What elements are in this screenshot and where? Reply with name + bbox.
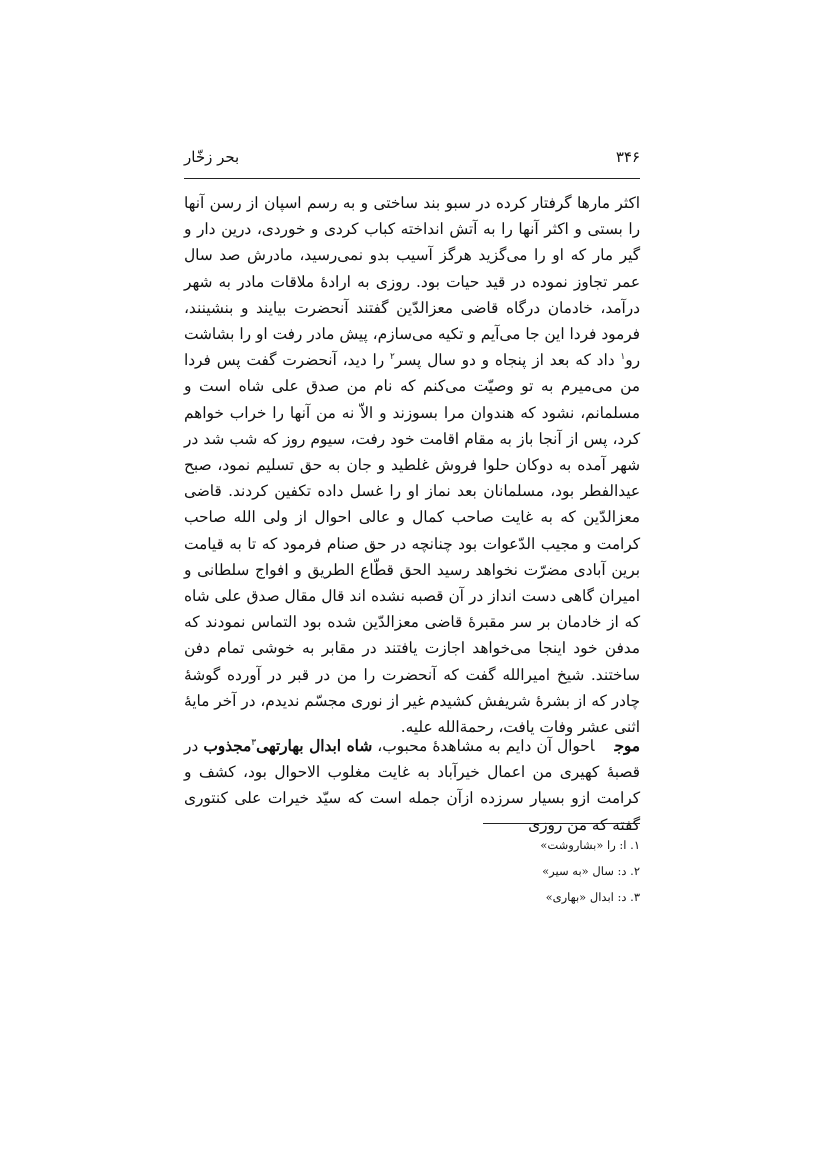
person-epithet: مجذوب: [203, 737, 252, 755]
section-heading: موج: [614, 737, 640, 755]
page-header: [184, 148, 640, 179]
footnote-mark-3: ۳: [251, 737, 257, 748]
running-title: بحر زخّار: [184, 148, 240, 166]
footnote: ۱. ا: را «بشاروشت»: [540, 838, 640, 852]
paragraph-text: اکثر مارها گرفتار کرده در سبو بند ساختی و به رسم اسپان از رسن آنها را بستی و اکثر آنها را به آتش انداخته کباب کردی و خوردی، درین دار و گیر مار که او را می‌گزید هرگز آسیب بدو نمی‌رسید، مادرش صد سال عمر تجاوز نموده در قید حیات بود. روزی به ارادهٔ ملاقات مادر به شهر درآمد، خادمان درگاه قاضی معزالدّین گفتند آنحضرت بیایند و بنشینند، فرمود فردا این جا می‌آیم و تکیه می‌سازم، پیش مادر رفت او را بشاشت رو: [184, 194, 641, 370]
body-paragraph-1: [184, 190, 640, 740]
person-name: شاه ابدال بهارتهی: [256, 737, 373, 755]
page-number: ۳۴۶: [615, 148, 640, 166]
paragraph-text: در قصبهٔ کهیری من اعمال خیرآباد به غایت مغلوب الاحوال بود، کشف و کرامت ازو بسیار سرزده ازآن جمله است که سیّد خیرات علی کنتوری گفته که من روزی: [184, 737, 640, 834]
footnote: ۲. د: سال «به سیر»: [542, 864, 640, 878]
paragraph-text: احوال آن دایم به مشاهدهٔ محبوب،: [372, 737, 595, 755]
footnote-separator: [483, 823, 640, 824]
footnote: ۳. د: ابدال «بهاری»: [545, 890, 640, 904]
footnotes: [420, 832, 640, 910]
paragraph-text: را دید، آنحضرت گفت پس فردا من می‌میرم به تو وصیّت می‌کنم که نام من صدق علی شاه است و مسلمانم، نشود که هندوان مرا بسوزند و الاّ نه من آنها را خراب خواهم کرد، پس از آنجا باز به مقام اقامت خود رفت، سیوم روز که شب شد در شهر آمده به دوکان حلوا فروش غلطید و جان به حق تسلیم نمود، صبح عیدالفطر بود، مسلمانان بعد نماز او را غسل داده تکفین کردند. قاضی معزالدّین که به غایت صاحب کمال و عالی احوال از ولی الله صاحب کرامت و مجیب الدّعوات بود چنانچه در حق صنام فرمود که تا به قیامت برین آبادی مضرّت نخواهد رسید الحق قطّاع الطریق و افواج سلطانی و امیران گاهی دست انداز در آن قصبه نشده اند قال مقال صدق علی شاه که از خادمان بر سر مقبرهٔ قاضی معزالدّین شده بود التماس نمودند که مدفن خود اینجا می‌خواهد اجازت یافتند در مقابر به خوشی تمام دفن ساختند. شیخ امیرالله گفت که آنحضرت را من در قبر در آورده گوشهٔ چادر که از بشرهٔ شریفش کشیدم غیر از نوری مجسّم ندیدم، در آخر مایهٔ اثنی عشر وفات یافت، رحمةالله علیه.: [184, 351, 640, 737]
footnote-mark-2: ۲: [390, 352, 395, 363]
paragraph-text: داد که بعد از پنجاه و دو سال پسر: [394, 351, 621, 370]
footnote-mark-1: ۱: [620, 352, 626, 363]
